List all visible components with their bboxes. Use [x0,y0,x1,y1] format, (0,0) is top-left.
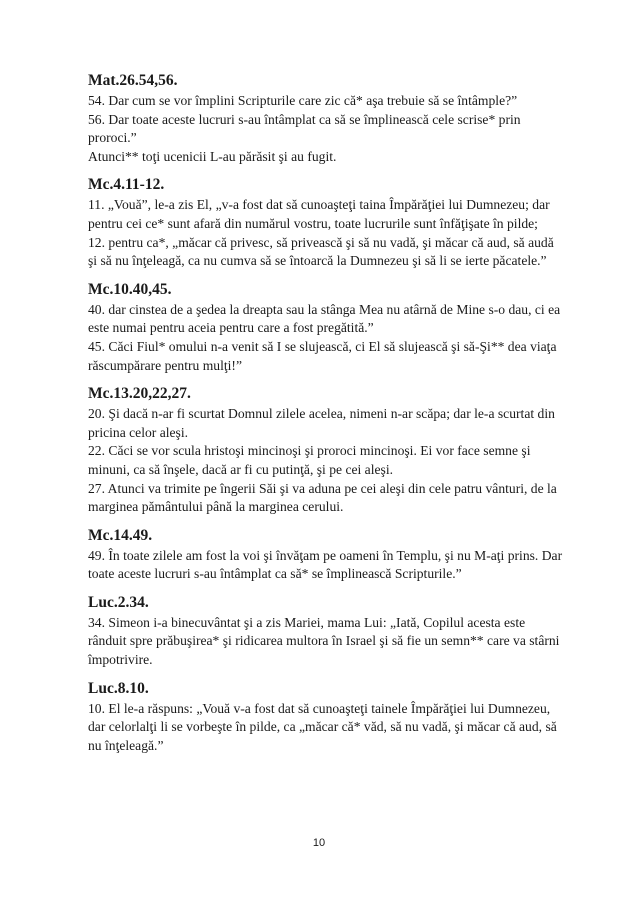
verse-text: 45. Căci Fiul* omului n-a venit să I se slujească, ci El să slujească şi să-Şi** dea viaţa răscumpărare pentru mulţi!” [88,338,557,373]
section-mc-14 [88,526,566,584]
verse-text: 27. Atunci va trimite pe îngerii Săi şi va aduna pe cei aleşi din cele patru vânturi, de la marginea pământului până la marginea cerului. [88,480,557,515]
verse-reference: Luc.8.10. [88,679,149,697]
verse-text: 12. pentru ca*, „măcar că privesc, să privească şi să nu vadă, şi măcar că aud, să audă şi să nu înţeleagă, ca nu cumva să se întoarcă la Dumnezeu şi să li se ierte păcatele.” [88,234,554,269]
verse-reference: Mc.10.40,45. [88,280,172,298]
verse-text: 22. Căci se vor scula hristoşi mincinoşi şi proroci mincinoşi. Ei vor face semne şi minuni, ca să înşele, dacă ar fi cu putinţă, şi pe cei aleşi. [88,443,531,477]
section-mat-26 [88,71,566,166]
verse-text: 20. Şi dacă n-ar fi scurtat Domnul zilele acelea, nimeni n-ar scăpa; dar le-a scurtat din pricina celor aleşi. [88,406,555,440]
verse-text: 54. Dar cum se vor împlini Scripturile care zic că* aşa trebuie să se întâmple?” [88,93,518,108]
verse-text: 34. Simeon i-a binecuvântat şi a zis Mariei, mama Lui: „Iată, Copilul acesta este rânduit spre prăbuşirea* şi ridicarea multora în Israel şi să fie un semn** care va stârni împotrivire. [88,614,560,668]
verse-text: Atunci** toţi ucenicii L-au părăsit şi au fugit. [88,148,337,164]
verse-text: 56. Dar toate aceste lucruri s-au întâmplat ca să se împlinească cele scrise* prin proroci.” [88,111,521,146]
verse-reference: Luc.2.34. [88,593,149,611]
section-mc-4 [88,175,566,270]
verse-text: 49. În toate zilele am fost la voi şi învăţam pe oameni în Templu, şi nu M-aţi prins. Dar toate aceste lucruri s-au întâmplat ca să* se împlinească Scripturile.” [88,547,563,582]
verse-reference: Mat.26.54,56. [88,72,178,89]
section-luc-2 [88,593,566,670]
verse-reference: Mc.14.49. [88,526,153,544]
page-number: 10 [312,837,326,849]
verse-reference: Mc.13.20,22,27. [88,385,191,403]
section-mc-10 [88,280,566,375]
verse-reference: Mc.4.11-12. [88,176,165,194]
section-luc-8 [88,679,566,756]
verse-text: 40. dar cinstea de a şedea la dreapta sau la stânga Mea nu atârnă de Mine s-o dau, ci ea este numai pentru aceia pentru care a fost pregătită.” [88,301,561,336]
section-mc-13 [88,384,566,517]
verse-text: 10. El le-a răspuns: „Vouă v-a fost dat să cunoaşteţi tainele Împărăţiei lui Dumnezeu, dar celorlalţi li se vorbeşte în pilde, ca „măcar că* văd, să nu vadă, şi măcar că aud, să nu înţeleagă.” [88,700,557,753]
verse-text: 11. „Vouă”, le-a zis El, „v-a fost dat să cunoaşteţi taina Împărăţiei lui Dumnezeu; dar pentru cei ce* sunt afară din numărul vostru, toate lucrurile sunt înfăţişate în pilde; [88,197,550,231]
document-page [88,71,566,764]
